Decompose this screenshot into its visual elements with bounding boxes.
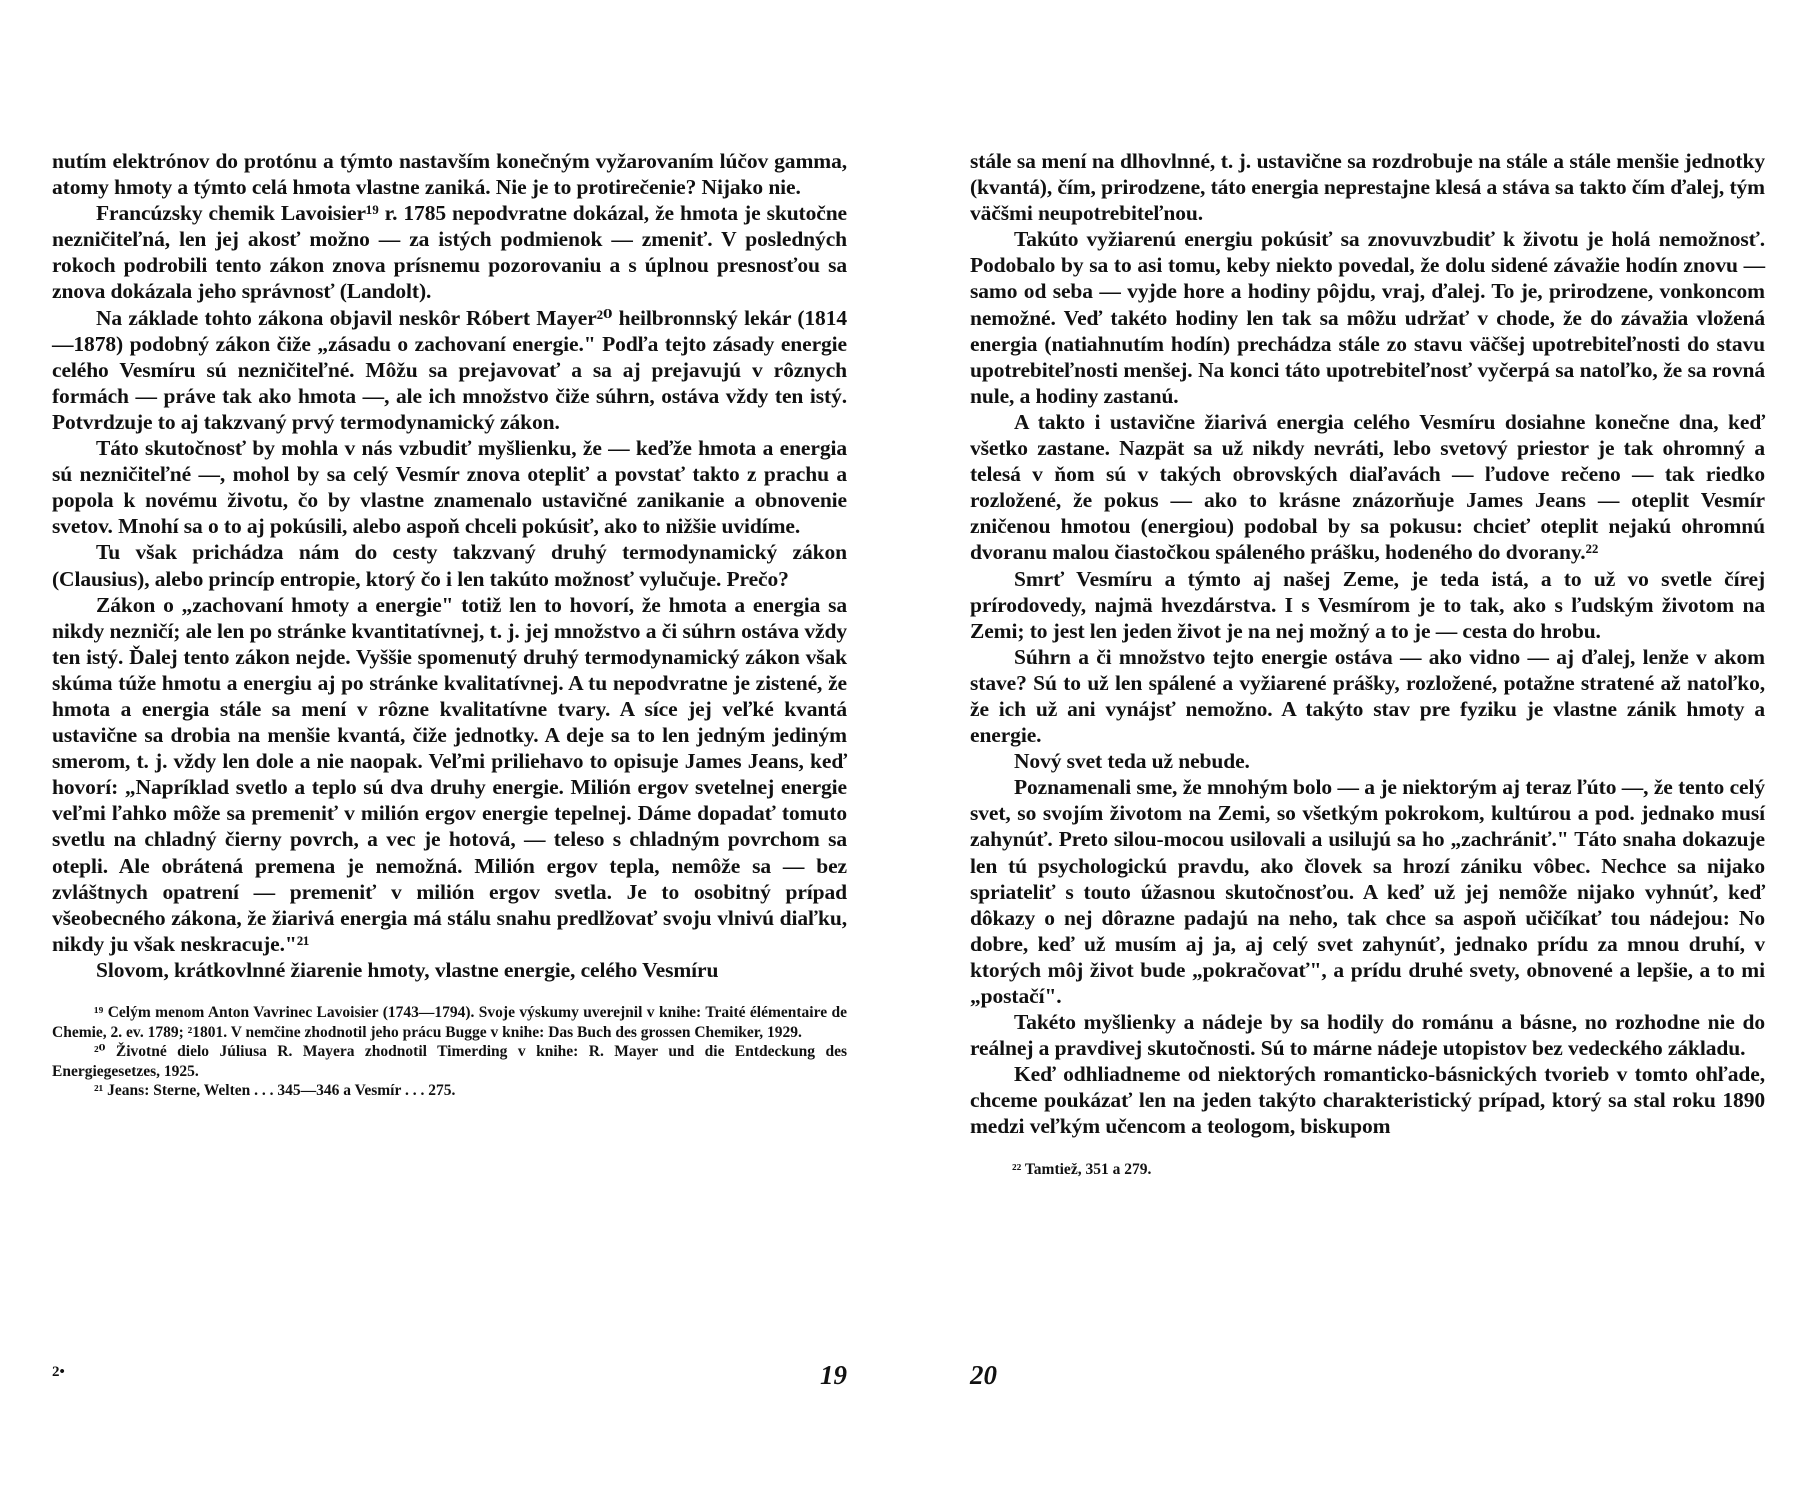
paragraph: Na základe tohto zákona objavil neskôr Róbert Mayer²⁰ heilbronnský lekár (1814—1878) podobný zákon čiže „zásadu o zachovaní energie." Podľa tejto zásady energie celého Vesmíru sú nezničiteľné. Môžu sa prejavovať a sa aj prejavujú v rôznych formách — práve tak ako hmota —, ale ich množstvo čiže súhrn, ostáva vždy ten istý. Potvrdzuje to aj takzvaný prvý termodynamický zákon. <box>52 305 847 434</box>
footnote: ¹⁹ Celým menom Anton Vavrinec Lavoisier (1743—1794). Svoje výskumy uverejnil v knihe: Traité élémentaire de Chemie, 2. ev. 1789; ²1801. V nemčine zhodnotil jeho prácu Bugge v knihe: Das Buch des grossen Chemiker, 1929. <box>52 1004 847 1041</box>
paragraph: Smrť Vesmíru a týmto aj našej Zeme, je teda istá, a to už vo svetle čírej prírodovedy, najmä hvezdárstva. I s Vesmírom je to tak, ako s ľudským životom na Zemi; to jest len jeden život je na nej možný a to je — cesta do hrobu. <box>970 566 1765 643</box>
footnote: ²⁰ Životné dielo Júliusa R. Mayera zhodnotil Timerding v knihe: R. Mayer und die Entdeckung des Energiegesetzes, 1925. <box>52 1043 847 1080</box>
footnotes <box>970 1160 1765 1180</box>
paragraph: Francúzsky chemik Lavoisier¹⁹ r. 1785 nepodvratne dokázal, že hmota je skutočne nezničiteľná, len jej akosť možno — za istých podmienok — zmeniť. V posledných rokoch podrobili tento zákon znova prísnemu pozorovaniu a s úplnou presnosťou sa znova dokázala jeho správnosť (Landolt). <box>52 201 847 304</box>
right-folio <box>970 1360 1765 1396</box>
page-number: 20 <box>970 1360 997 1390</box>
paragraph: A takto i ustavične žiarivá energia celého Vesmíru dosiahne konečne dna, keď všetko zastane. Nazpät sa už nikdy nevráti, lebo svetový priestor je tak ohromný a telesá v ňom sú v takých obrovských diaľavách — ľudove rečeno — tak riedko rozložené, že pokus — ako to krásne znázorňuje James Jeans — oteplit Vesmír zničenou hmotou (energiou) podobal by sa pokusu: chcieť oteplit nejakú ohromnú dvoranu malou čiastočkou spáleného prášku, hodeného do dvorany.²² <box>970 409 1765 565</box>
left-page <box>52 148 847 1101</box>
paragraph: nutím elektrónov do protónu a týmto nastavším konečným vyžarovaním lúčov gamma, atomy hmoty a týmto celá hmota vlastne zaniká. Nie je to protirečenie? Nijako nie. <box>52 149 847 200</box>
footnote: ²² Tamtiež, 351 a 279. <box>1012 1160 1152 1178</box>
paragraph: Zákon o „zachovaní hmoty a energie" totiž len to hovorí, že hmota a energia sa nikdy nezničí; ale len po stránke kvantitatívnej, t. j. jej množstvo a či súhrn ostáva vždy ten istý. Ďalej tento zákon nejde. Vyššie spomenutý druhý termodynamický zákon však skúma túže hmotu a energiu aj po stránke kvalitatívnej. A tu nepodvratne je zistené, že hmota a energia stále sa mení v rôzne kvalitatívne tvary. A síce jej veľké kvantá ustavične sa drobia na menšie kvantá, čiže jednotky. A deje sa to len jedným jediným smerom, t. j. vždy len dole a nie naopak. Veľmi priliehavo to opisuje James Jeans, keď hovorí: „Napríklad svetlo a teplo sú dva druhy energie. Milión ergov svetelnej energie veľmi ľahko môže sa premeniť v milión ergov energie tepelnej. Dáme dopadať tomuto svetlu na chladný čierny povrch, a vec je hotová, — teleso s chladným povrchom sa otepli. Ale obrátená premena je nemožná. Milión ergov tepla, nemôže sa — bez zvláštnych opatrení — premeniť v milión ergov svetla. Je to osobitný prípad všeobecného zákona, že žiarivá energia má stálu snahu predlžovať svoju vlnivú diaľku, nikdy ju však neskracuje."²¹ <box>52 592 847 956</box>
footnotes <box>52 1003 847 1101</box>
page-number: 19 <box>820 1360 847 1390</box>
left-folio <box>52 1360 847 1396</box>
paragraph: Takéto myšlienky a nádeje by sa hodily do románu a básne, no rozhodne nie do reálnej a pravdivej skutočnosti. Sú to márne nádeje utopistov bez vedeckého základu. <box>970 1010 1765 1061</box>
paragraph: Poznamenali sme, že mnohým bolo — a je niektorým aj teraz ľúto —, že tento celý svet, so svojím životom na Zemi, so všetkým pokrokom, kultúrou a pod. jednako musí zahynúť. Preto silou-mocou usilovali a usilujú sa ho „zachrániť." Táto snaha dokazuje len tú psychologickú pravdu, ako človek sa hrozí zániku vôbec. Nechce sa nijako spriateliť s touto úžasnou skutočnosťou. A keď už jej nemôže nijako vyhnúť, keď dôkazy o nej dôrazne padajú na neho, tak chce sa aspoň učičíkať tou nádejou: No dobre, keď už musím aj ja, aj celý svet zahynúť, jednako prídu za mnou druhí, v ktorých môj život bude „pokračovať", a prídu druhé svety, obnovené a lepšie, a to mi „postačí". <box>970 775 1765 1008</box>
right-page <box>970 148 1765 1179</box>
paragraph: Keď odhliadneme od niektorých romanticko-básnických tvorieb v tomto ohľade, chceme poukázať len na jeden takýto charakteristický prípad, ktorý sa stal roku 1890 medzi veľkým učencom a teologom, biskupom <box>970 1062 1765 1139</box>
paragraph: Slovom, krátkovlnné žiarenie hmoty, vlastne energie, celého Vesmíru <box>96 957 719 982</box>
printer-signature-mark: 2• <box>52 1364 65 1380</box>
footnote: ²¹ Jeans: Sterne, Welten . . . 345—346 a Vesmír . . . 275. <box>94 1082 456 1099</box>
paragraph: Nový svet teda už nebude. <box>1014 749 1250 774</box>
paragraph: Tu však prichádza nám do cesty takzvaný druhý termodynamický zákon (Clausius), alebo princíp entropie, ktorý čo i len takúto možnosť vylučuje. Prečo? <box>52 540 847 591</box>
paragraph: Takúto vyžiarenú energiu pokúsiť sa znovuvzbudiť k životu je holá nemožnosť. Podobalo by sa to asi tomu, keby niekto povedal, že dolu sidené závažie hodín znovu — samo od seba — vyjde hore a hodiny pôjdu, vraj, ďalej. To je, prirodzene, vonkoncom nemožné. Veď takéto hodiny len tak sa môžu udržať v chode, že do závažia vložená energia (natiahnutím hodín) prechádza stále zo stavu väčšej upotrebiteľnosti do stavu upotrebiteľnosti menšej. Na konci táto upotrebiteľnosť vyčerpá sa natoľko, že sa rovná nule, a hodiny zastanú. <box>970 227 1765 408</box>
paragraph: Táto skutočnosť by mohla v nás vzbudiť myšlienku, že — keďže hmota a energia sú nezničiteľné —, mohol by sa celý Vesmír znova otepliť a povstať takto z prachu a popola k novému životu, čo by vlastne znamenalo ustavičné zanikanie a obnovenie svetov. Mnohí sa o to aj pokúsili, alebo aspoň chceli pokúsiť, ako to nižšie uvidíme. <box>52 436 847 539</box>
paragraph: Súhrn a či množstvo tejto energie ostáva — ako vidno — aj ďalej, lenže v akom stave? Sú to už len spálené a vyžiarené prášky, rozložené, potažne stratené až natoľko, že ich už ani vynájsť nemožno. A takýto stav pre fyziku je vlastne zánik hmoty a energie. <box>970 644 1765 748</box>
paragraph: stále sa mení na dlhovlnné, t. j. ustavične sa rozdrobuje na stále a stále menšie jednotky (kvantá), čím, prirodzene, táto energia neprestajne klesá a stáva sa takto čím ďalej, tým väčšmi neupotrebiteľnou. <box>970 149 1765 226</box>
